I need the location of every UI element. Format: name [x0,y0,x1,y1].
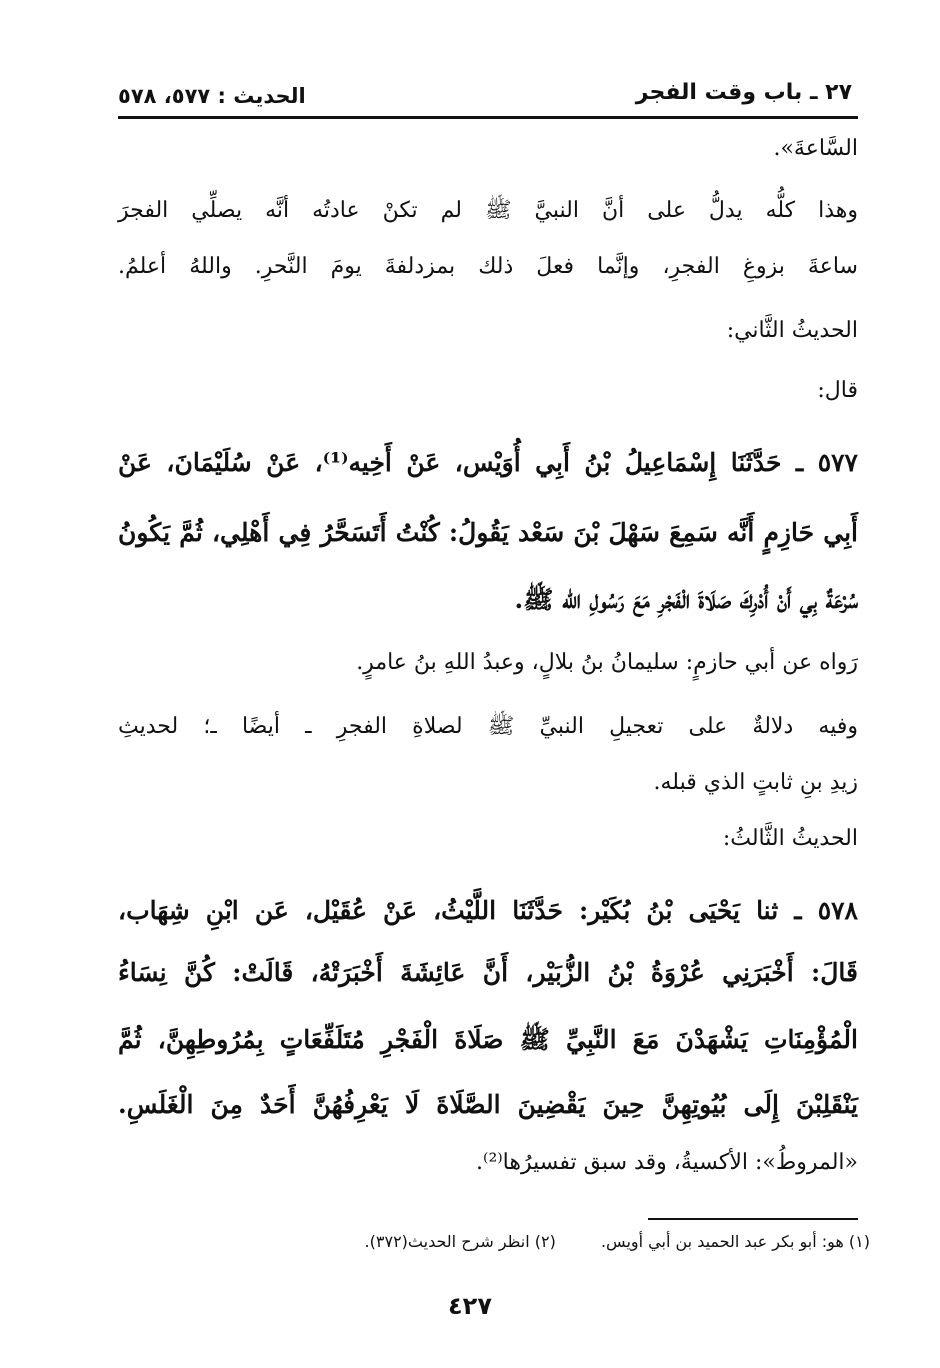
section-heading-second-hadith: الحديثُ الثَّاني: [726,318,858,343]
hadith-range: الحديث : ٥٧٧، ٥٧٨ [118,84,306,108]
hadith-578-line-2: قَالَ: أَخْبَرَنِي عُرْوَةُ بْنُ الزُّبَيْر، أَنَّ عَائِشَةَ أَخْبَرَتْهُ، قَالَتْ: كُنَّ نِسَاءُ [118,958,858,987]
hadith-577-line-3: سُرْعَةٌ بِي أَنْ أُدْرِكَ صَلَاةَ الْفَجْرِ مَعَ رَسُولِ الله ﷺ. [514,585,858,614]
hadith-577-line-2: أَبِي حَازِمٍ أَنَّه سَمِعَ سَهْلَ بْنَ سَعْد يَقُولُ: كُنْتُ أَتَسَحَّرُ فِي أَهْلِي، ثُمَّ يَكُونُ [118,518,858,547]
footnote-rule [648,1218,858,1220]
text-line-muruut: «المروطُ»: الأكسيةُ، وقد سبق تفسيرُها⁽²⁾. [476,1150,858,1175]
hadith-577-line-1: ٥٧٧ ـ حَدَّثَنَا إِسْمَاعِيلُ بْنُ أَبِي أُوَيْس، عَنْ أَخِيه⁽¹⁾، عَنْ سُلَيْمَانَ، عَنْ [118,448,858,477]
footnotes [150,1232,870,1251]
hadith-578-line-1: ٥٧٨ ـ ثنا يَحْيَى بْنُ بُكَيْر: حَدَّثَنَا اللَّيْثُ، عَنْ عُقَيْل، عَن ابْنِ شِهَاب، [118,896,858,925]
text-line-qal: قال: [817,378,858,403]
page-number: ٤٢٧ [448,1292,492,1320]
hadith-578-line-4: يَنْقَلِبْنَ إِلَى بُيُوتِهِنَّ حِينَ يَقْضِينَ الصَّلَاةَ لَا يَعْرِفُهُنَّ أَحَدٌ مِنَ الْغَلَسِ. [118,1090,858,1119]
text-line-narration: رَواه عن أبي حازمٍ: سليمانُ بنُ بلالٍ، وعبدُ اللهِ بنُ عامرٍ. [356,650,858,675]
text-line-3: ساعةَ بزوغِ الفجرِ، وإنَّما فعلَ ذلك بمزدلفةَ يومَ النَّحرِ. واللهُ أعلمُ. [118,254,858,279]
footnote-1: (١) هو: أبو بكر عبد الحميد بن أبي أويس. [600,1232,870,1251]
text-line-2: وهذا كلُّه يدلُّ على أنَّ النبيَّ ﷺ لم تكنْ عادتُه أنَّه يصلِّي الفجرَ [118,198,858,223]
footnote-2: (٢) انظر شرح الحديث(٣٧٢). [364,1232,556,1251]
text-line-1: السَّاعةَ». [773,136,858,161]
section-heading-third-hadith: الحديثُ الثَّالثُ: [722,826,858,851]
text-line-evidence-1: وفيه دلالةٌ على تعجيلِ النبيِّ ﷺ لصلاةِ الفجرِ ـ أيضًا ـ؛ لحديثِ [118,714,858,739]
header-rule [118,116,858,119]
hadith-578-line-3: الْمُؤْمِنَاتِ يَشْهَدْنَ مَعَ النَّبِيِّ ﷺ صَلَاةَ الْفَجْرِ مُتَلَفِّعَاتٍ بِمُرُوطِهِنَّ، ثُمَّ [118,1025,858,1054]
text-line-evidence-2: زيدِ بنِ ثابتٍ الذي قبله. [653,770,858,795]
chapter-title: ٢٧ ـ باب وقت الفجر [635,80,852,105]
